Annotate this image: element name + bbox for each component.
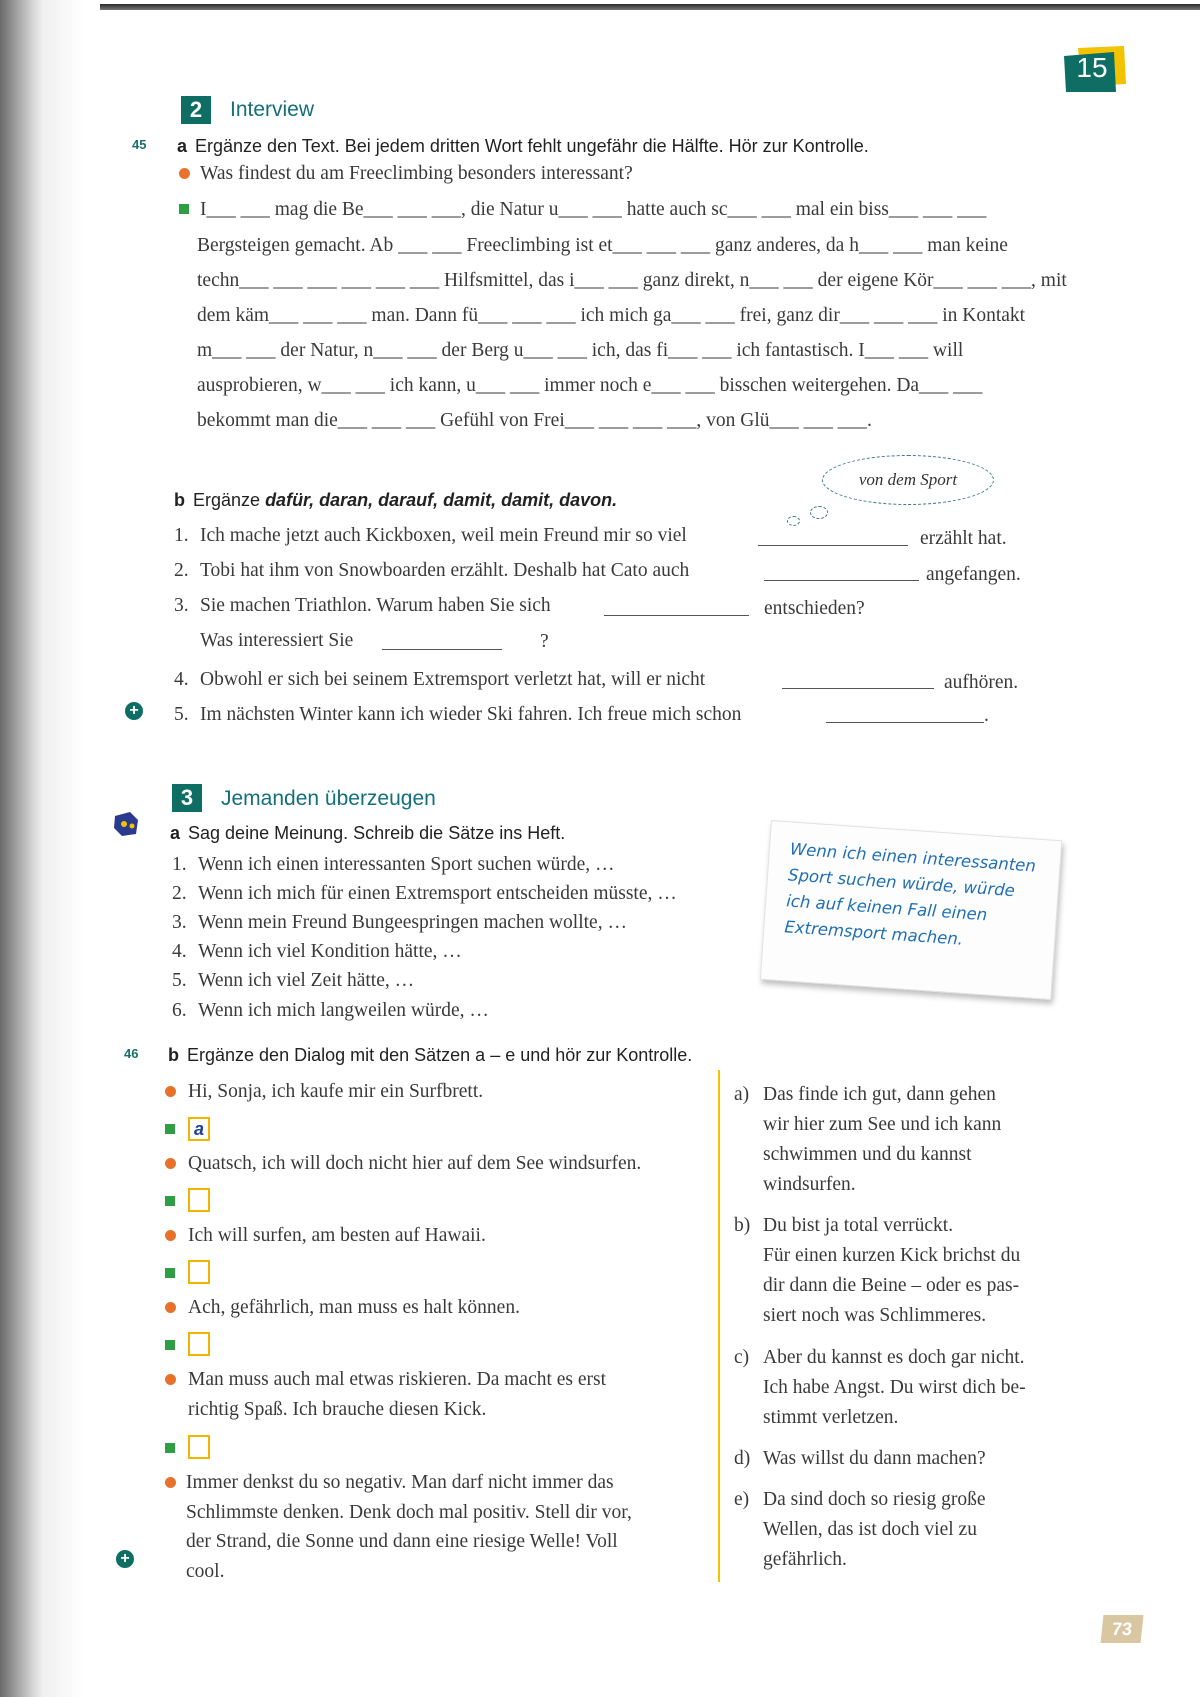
cloze-line-1: I___ ___ mag die Be___ ___ ___, die Natur u___ ___ hatte auch sc___ ___ mal ein biss___ ___ ___: [200, 199, 987, 220]
item-text-after: aufhören.: [944, 672, 1019, 693]
plus-icon[interactable]: +: [116, 1550, 134, 1568]
option-line: Du bist ja total verrückt.: [763, 1215, 954, 1236]
answer-box[interactable]: [188, 1435, 210, 1459]
note-line: Wenn ich einen interessanten: [789, 839, 1037, 876]
item-text: Was interessiert Sie: [200, 630, 354, 651]
option-line: Für einen kurzen Kick brichst du: [763, 1245, 1021, 1266]
blank-line[interactable]: [826, 722, 984, 723]
orange-bullet: [165, 1086, 176, 1097]
instruction-3a-text: Sag deine Meinung. Schreib die Sätze ins Heft.: [188, 823, 566, 843]
option-letter: d): [734, 1448, 751, 1469]
dialog-line: Ach, gefährlich, man muss es halt können.: [188, 1297, 520, 1318]
example-note-card: [760, 820, 1062, 1000]
option-line: dir dann die Beine – oder es pas-: [763, 1275, 1020, 1296]
green-bullet: [165, 1443, 175, 1453]
item-text: Tobi hat ihm von Snowboarden erzählt. Deshalb hat Cato auch: [200, 560, 690, 581]
item-text: Sie machen Triathlon. Warum haben Sie sich: [200, 595, 551, 616]
column-divider: [718, 1070, 720, 1582]
item-text: Wenn ich viel Kondition hätte, …: [198, 941, 462, 962]
green-bullet: [165, 1196, 175, 1206]
answer-box[interactable]: [188, 1188, 210, 1212]
instruction-2b-prefix: Ergänze: [193, 490, 261, 510]
option-line: windsurfen.: [763, 1174, 856, 1195]
thought-dot-small: [787, 516, 800, 526]
audio-track-46: 46: [124, 1046, 139, 1061]
item-text-after: .: [984, 705, 989, 726]
item-number: 5.: [172, 970, 187, 991]
option-line: Das finde ich gut, dann gehen: [763, 1084, 996, 1105]
option-line: wir hier zum See und ich kann: [763, 1114, 1002, 1135]
option-line: Da sind doch so riesig große: [763, 1489, 986, 1510]
item-text: Wenn mein Freund Bungeespringen machen wollte, …: [198, 912, 627, 933]
option-letter: c): [734, 1347, 750, 1368]
dialog-line: Quatsch, ich will doch nicht hier auf dem See windsurfen.: [188, 1153, 642, 1174]
orange-bullet: [165, 1230, 176, 1241]
orange-bullet: [165, 1477, 176, 1488]
instruction-2b: [174, 490, 617, 511]
chapter-tab: [1064, 46, 1126, 92]
item-text-after: ?: [540, 631, 549, 652]
item-number: 4.: [172, 941, 187, 962]
instruction-2b-words: dafür, daran, darauf, damit, damit, davon.: [265, 490, 618, 510]
orange-bullet: [165, 1374, 176, 1385]
item-number: 3.: [172, 912, 187, 933]
item-number: 6.: [172, 1000, 187, 1021]
item-number: 4.: [174, 669, 189, 690]
item-text: Wenn ich mich langweilen würde, …: [198, 1000, 489, 1021]
green-bullet: [165, 1124, 175, 1134]
option-letter: a): [734, 1084, 750, 1105]
note-text: [784, 836, 1037, 957]
cloze-line-2: Bergsteigen gemacht. Ab ___ ___ Freeclimbing ist et___ ___ ___ ganz anderes, da h___ ___ man keine: [197, 235, 1008, 256]
item-number: 3.: [174, 595, 189, 616]
option-line: gefährlich.: [763, 1549, 847, 1570]
option-line: Aber du kannst es doch gar nicht.: [763, 1347, 1025, 1368]
orange-bullet: [165, 1158, 176, 1169]
orange-bullet: [179, 168, 190, 179]
speech-bubble: von dem Sport: [822, 455, 994, 505]
letter-3b: b: [168, 1045, 179, 1065]
orange-bullet: [165, 1302, 176, 1313]
note-line: Sport suchen würde, würde: [787, 865, 1016, 901]
blank-line[interactable]: [604, 615, 749, 616]
book-spine-gradient: [44, 0, 84, 1697]
item-text: Im nächsten Winter kann ich wieder Ski fahren. Ich freue mich schon: [200, 704, 742, 725]
dialog-line: Hi, Sonja, ich kaufe mir ein Surfbrett.: [188, 1081, 484, 1102]
instruction-2a: [177, 136, 869, 157]
speaking-icon: [112, 810, 144, 838]
note-line: Extremsport machen.: [783, 917, 964, 949]
dialog-line: Schlimmste denken. Denk doch mal positiv. Stell dir vor,: [186, 1502, 632, 1523]
green-bullet: [165, 1268, 175, 1278]
green-bullet: [179, 204, 189, 214]
thought-dot-large: [810, 506, 828, 519]
instruction-2a-text: Ergänze den Text. Bei jedem dritten Wort fehlt ungefähr die Hälfte. Hör zur Kontrolle.: [195, 136, 869, 156]
option-line: Ich habe Angst. Du wirst dich be-: [763, 1377, 1026, 1398]
item-text: Wenn ich viel Zeit hätte, …: [198, 970, 415, 991]
option-line: Wellen, das ist doch viel zu: [763, 1519, 977, 1540]
item-text: Obwohl er sich bei seinem Extremsport verletzt hat, will er nicht: [200, 669, 706, 690]
instruction-3a: [170, 823, 565, 844]
page-number: 73: [1101, 1615, 1144, 1643]
item-text: Ich mache jetzt auch Kickboxen, weil mein Freund mir so viel: [200, 525, 687, 546]
cloze-line-7: bekommt man die___ ___ ___ Gefühl von Frei___ ___ ___ ___, von Glü___ ___ ___.: [197, 410, 872, 431]
blank-line[interactable]: [782, 688, 934, 689]
book-spine-shadow: [0, 0, 44, 1697]
answer-box[interactable]: [188, 1332, 210, 1356]
dialog-line: richtig Spaß. Ich brauche diesen Kick.: [188, 1399, 487, 1420]
green-bullet: [165, 1340, 175, 1350]
section-3-number: 3: [172, 784, 202, 812]
instruction-3b: [168, 1045, 692, 1066]
item-text: Wenn ich einen interessanten Sport suchen würde, …: [198, 854, 615, 875]
option-line: Was willst du dann machen?: [763, 1448, 986, 1469]
cloze-line-5: m___ ___ der Natur, n___ ___ der Berg u___ ___ ich, das fi___ ___ ich fantastisch. I___ ___ will: [197, 340, 964, 361]
item-text-after: entschieden?: [764, 598, 865, 619]
dialog-line: Man muss auch mal etwas riskieren. Da macht es erst: [188, 1369, 607, 1390]
audio-track-45: 45: [132, 137, 147, 152]
section-2-number: 2: [181, 96, 211, 124]
section-3-title: Jemanden überzeugen: [221, 787, 436, 810]
item-number: 2.: [174, 560, 189, 581]
item-number: 5.: [174, 704, 189, 725]
dialog-line: Immer denkst du so negativ. Man darf nicht immer das: [186, 1472, 614, 1493]
option-line: stimmt verletzen.: [763, 1407, 899, 1428]
item-number: 1.: [174, 525, 189, 546]
dialog-line: cool.: [186, 1561, 225, 1582]
option-line: schwimmen und du kannst: [763, 1144, 972, 1165]
question-2a: Was findest du am Freeclimbing besonders interessant?: [200, 163, 633, 184]
dialog-line: Ich will surfen, am besten auf Hawaii.: [188, 1225, 486, 1246]
note-line: ich auf keinen Fall einen: [785, 891, 988, 925]
chapter-number: 15: [1076, 52, 1108, 83]
letter-2a: a: [177, 136, 188, 156]
cloze-line-6: ausprobieren, w___ ___ ich kann, u___ ___ immer noch e___ ___ bisschen weitergehen. Da___ ___: [197, 375, 983, 396]
letter-3a: a: [170, 823, 181, 843]
top-edge-shadow: [100, 4, 1200, 10]
option-letter: b): [734, 1215, 751, 1236]
plus-icon[interactable]: +: [125, 702, 143, 720]
item-text-after: angefangen.: [926, 564, 1021, 585]
item-text-after: erzählt hat.: [920, 528, 1007, 549]
item-text: Wenn ich mich für einen Extremsport entscheiden müsste, …: [198, 883, 677, 904]
option-line: siert noch was Schlimmeres.: [763, 1305, 987, 1326]
section-2-title: Interview: [230, 98, 315, 121]
blank-line[interactable]: [764, 580, 919, 581]
dialog-line: der Strand, die Sonne und dann eine riesige Welle! Voll: [186, 1531, 618, 1552]
answer-box[interactable]: [188, 1117, 210, 1141]
instruction-3b-text: Ergänze den Dialog mit den Sätzen a – e und hör zur Kontrolle.: [187, 1045, 693, 1065]
letter-2b: b: [174, 490, 185, 510]
blank-line[interactable]: [382, 649, 502, 650]
blank-line[interactable]: [758, 545, 908, 546]
cloze-line-3: techn___ ___ ___ ___ ___ ___ Hilfsmittel, das i___ ___ ganz direkt, n___ ___ der eigene Kör___ ___ ___, mit: [197, 270, 1067, 291]
option-letter: e): [734, 1489, 750, 1510]
cloze-line-4: dem käm___ ___ ___ man. Dann fü___ ___ ___ ich mich ga___ ___ frei, ganz dir___ ___ ___ in Kontakt: [197, 305, 1026, 326]
item-number: 2.: [172, 883, 187, 904]
answer-box[interactable]: [188, 1260, 210, 1284]
item-number: 1.: [172, 854, 187, 875]
answer-letter: a: [193, 1119, 204, 1139]
